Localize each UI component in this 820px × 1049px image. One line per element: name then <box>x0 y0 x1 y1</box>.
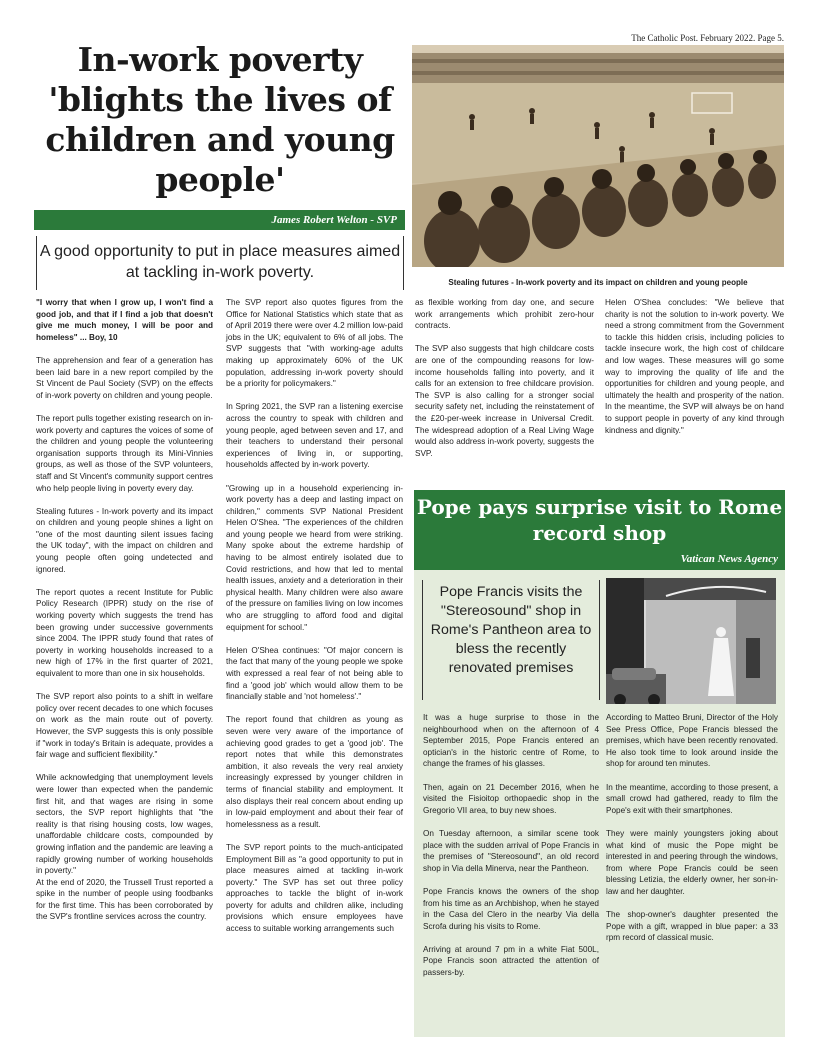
paragraph: The SVP report points to the much-anticipated Employment Bill as "a good opportunity to put in place measures aimed at tackling in-work poverty." The SVP has set out three policy approaches to tackle the blight of in-work poverty for adults and children alike, including provisions which ensure employees have access to suitable working arrangements such <box>226 842 403 934</box>
stadium-crowd-image <box>412 45 784 267</box>
sidebar-column-2 <box>606 712 778 944</box>
sidebar-byline: Vatican News Agency <box>680 553 778 565</box>
paragraph: It was a huge surprise to those in the neighbourhood when on the afternoon of 4 September 2015, Pope Francis entered an optician's in the historic centre of Rome, to change the frames of his glasses. <box>423 713 599 769</box>
paragraph: Stealing futures - In-work poverty and its impact on children and young people shines a light on "one of the most daunting silent issues facing the UK today", with the impact on children and young people often going undetected and ignored. <box>36 506 213 574</box>
paragraph: Pope Francis knows the owners of the shop from his time as an Archbishop, when he stayed in the Casa del Clero in the nearby Via della Scrofa during his visits to Rome. <box>423 886 599 931</box>
paragraph: The report found that children as young as seven were very aware of the importance of achieving good grades to get a 'good job'. The report notes that while this demonstrates ambition, it also reveals the very real anxiety increasingly expressed by younger children in terms of financial stability and employment. It also displays their real concern about ending up in low-paid employment and about their fear of homelessness as a result. <box>226 715 403 829</box>
paragraph: The SVP report also quotes figures from the Office for National Statistics which state that as of April 2019 there were over 4.2 million low-paid jobs in the UK; equivalent to 6% of all jobs. The SVP suggests that "with working-age adults making up approximately 60% of the UK population, addressing in-work poverty should be a priority for policymakers." <box>226 298 403 389</box>
article-photo <box>412 45 784 267</box>
pull-quote: "I worry that when I grow up, I won't find a good job, and that if I find a job that doesn't give me much money, I will be poor and homeless" ... Boy, 10 <box>36 298 213 342</box>
article-column-4 <box>605 297 784 436</box>
article-column-1 <box>36 297 213 923</box>
article-column-2 <box>226 297 403 935</box>
paragraph: While acknowledging that unemployment levels were lower than expected when the pandemic first hit, and that wages are rising in some sectors, the SVP report highlights that "the reality is that rising housing costs, low wages, unaffordable childcare costs, compounded by growing inflation and the pandemic are leaving a rapidly growing number of working households in poverty." <box>36 773 213 876</box>
paragraph: According to Matteo Bruni, Director of the Holy See Press Office, Pope Francis blessed the premises, which have been recently renovated. He also took time to look around inside the shop for around ten minutes. <box>606 713 778 769</box>
paragraph: The report pulls together existing research on in-work poverty and captures the voices of some of the children and young people the volunteering organisation supports through its Mini-Vinnies groups, as well as those of the SVP volunteers, staff and St Vincent's community support centres who help people living in poverty every day. <box>36 413 213 493</box>
paragraph: They were mainly youngsters joking about what kind of music the Pope might be interested in and peering through the windows, from where Pope Francis could be seen blessing Letizia, the elderly owner, her son-in-law and her daughter. <box>606 828 778 896</box>
paragraph: In the meantime, according to those present, a small crowd had gathered, ready to film the Pope's exit with their smartphones. <box>606 782 778 815</box>
sidebar-headline: Pope pays surprise visit to Rome record shop <box>416 495 783 545</box>
paragraph: as flexible working from day one, and secure work arrangements which prohibit zero-hour contracts. <box>415 298 594 331</box>
paragraph: The apprehension and fear of a generation has been laid bare in a new report compiled by the St Vincent de Paul Society (SVP) on the effects of in-work poverty on children and young people. <box>36 355 213 400</box>
paragraph: The SVP also suggests that high childcare costs are one of the compounding reasons for low-income households falling into poverty, and it calls for an extension to free childcare provision. The SVP is also calling for a stronger social security safety net, including the reinstatement of the £20-per-week increase in Universal Credit. The widespread adoption of a Real Living Wage would also address in-work poverty, suggests the SVP. <box>415 344 594 458</box>
article-byline: James Robert Welton - SVP <box>34 210 405 230</box>
paragraph: The report quotes a recent Institute for Public Policy Research (IPPR) study on the rise of working poverty which suggests the trend has been growing under successive governments since 2004. The IPPR study found that rates of poverty in working households increased to a new high of 17% in the first quarter of 2021, equivalent to more than one in six households. <box>36 587 213 678</box>
paragraph: The SVP report also points to a shift in welfare policy over recent decades to one which focuses on work as the main route out of poverty. However, the SVP suggests this is only possible if "work in today's Britain is adequate, provides a fair wage and sufficient flexibility." <box>36 692 213 760</box>
paragraph: In Spring 2021, the SVP ran a listening exercise across the country to speak with children and young people, aged between seven and 17, and their teachers to understand their personal experiences of living in, or supporting, households affected by in-work poverty. <box>226 402 403 470</box>
article-headline: In-work poverty 'blights the lives of children and young people' <box>45 40 395 199</box>
paragraph: The shop-owner's daughter presented the Pope with a gift, wrapped in blue paper: a 33 rpm record of classical music. <box>606 910 778 943</box>
record-shop-image <box>606 578 776 704</box>
paragraph: Helen O'Shea continues: "Of major concern is the fact that many of the young people we spoke with expressed a real fear of not being able to find a 'good job' which would allow them to be financially stable and 'not homeless'." <box>226 645 403 702</box>
photo-caption: Stealing futures - In-work poverty and its impact on children and young people <box>448 278 748 287</box>
sidebar-standfirst: Pope Francis visits the "Stereosound" shop in Rome's Pantheon area to bless the recently renovated premises <box>422 580 600 700</box>
article-standfirst: A good opportunity to put in place measures aimed at tackling in-work poverty. <box>36 236 404 290</box>
paragraph: Then, again on 21 December 2016, when he visited the Fisioitop orthopaedic shop in the Gregorio VII area, to buy new shoes. <box>423 782 599 815</box>
sidebar-column-1 <box>423 712 599 979</box>
paragraph: On Tuesday afternoon, a similar scene took place with the sudden arrival of Pope Francis in the premises of "Stereosound", an old record shop in Via della Minerva, near the Pantheon. <box>423 828 599 873</box>
paragraph: "Growing up in a household experiencing in-work poverty has a deep and lasting impact on children," comments SVP National President Helen O'Shea. "The experiences of the children and young people we heard from were striking. Many spoke about the extreme hardship of having to be almost entirely isolated due to Covid restrictions, and how that led to mental health issues, anxiety and a deterioration in their physical health. Many children were also aware of the pressure on families living on low incomes who are struggling to afford food and digital equipment for school." <box>226 483 403 632</box>
paragraph: Helen O'Shea concludes: "We believe that charity is not the solution to in-work poverty. We need a strong commitment from the Government to tackle this hidden crisis, including policies to tackle insecure work, the high cost of childcare and low wages. These measures will go some way to improving the quality of life and the opportunities for children and young people, and ultimately the health and prosperity of the nation. In the meantime, the SVP will always be on hand to support people in poverty of any kind through kindness and dignity." <box>605 298 784 435</box>
running-head: The Catholic Post. February 2022. Page 5. <box>631 33 784 43</box>
article-column-3 <box>415 297 594 459</box>
paragraph: At the end of 2020, the Trussell Trust reported a spike in the number of people using foodbanks for the first time. This has been corroborated by the SVP's frontline services across the country. <box>36 877 213 922</box>
paragraph: Arriving at around 7 pm in a white Fiat 500L, Pope Francis soon attracted the attention of passers-by. <box>423 944 599 978</box>
sidebar-photo <box>606 578 776 704</box>
